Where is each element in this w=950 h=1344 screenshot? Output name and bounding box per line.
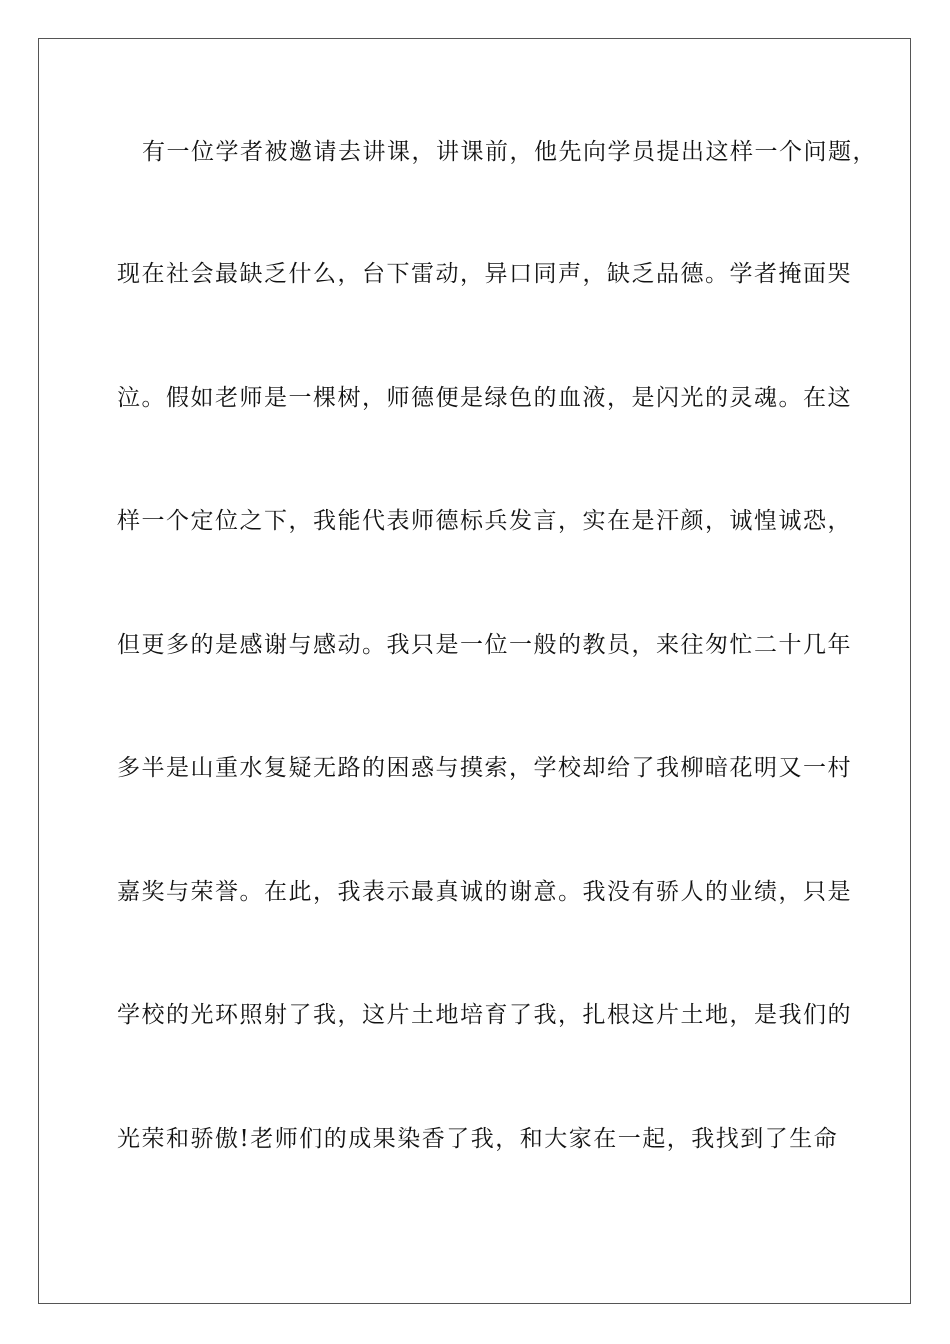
paragraph-line-2: 现在社会最缺乏什么，台下雷动，异口同声，缺乏品德。学者掩面哭 [117, 261, 852, 287]
paragraph-line-8: 学校的光环照射了我，这片土地培育了我，扎根这片土地，是我们的 [117, 1002, 852, 1028]
paragraph-line-5: 但更多的是感谢与感动。我只是一位一般的教员，来往匆忙二十几年 [117, 632, 852, 658]
page-border [38, 38, 911, 1304]
paragraph-line-6: 多半是山重水复疑无路的困惑与摸索，学校却给了我柳暗花明又一村 [117, 755, 852, 781]
paragraph-line-1: 有一位学者被邀请去讲课，讲课前，他先向学员提出这样一个问题， [142, 139, 877, 165]
paragraph-line-9: 光荣和骄傲!老师们的成果染香了我，和大家在一起，我找到了生命 [117, 1126, 839, 1152]
paragraph-line-3: 泣。假如老师是一棵树，师德便是绿色的血液，是闪光的灵魂。在这 [117, 385, 852, 411]
paragraph-line-4: 样一个定位之下，我能代表师德标兵发言，实在是汗颜，诚惶诚恐， [117, 508, 852, 534]
paragraph-line-7: 嘉奖与荣誉。在此，我表示最真诚的谢意。我没有骄人的业绩，只是 [117, 879, 852, 905]
